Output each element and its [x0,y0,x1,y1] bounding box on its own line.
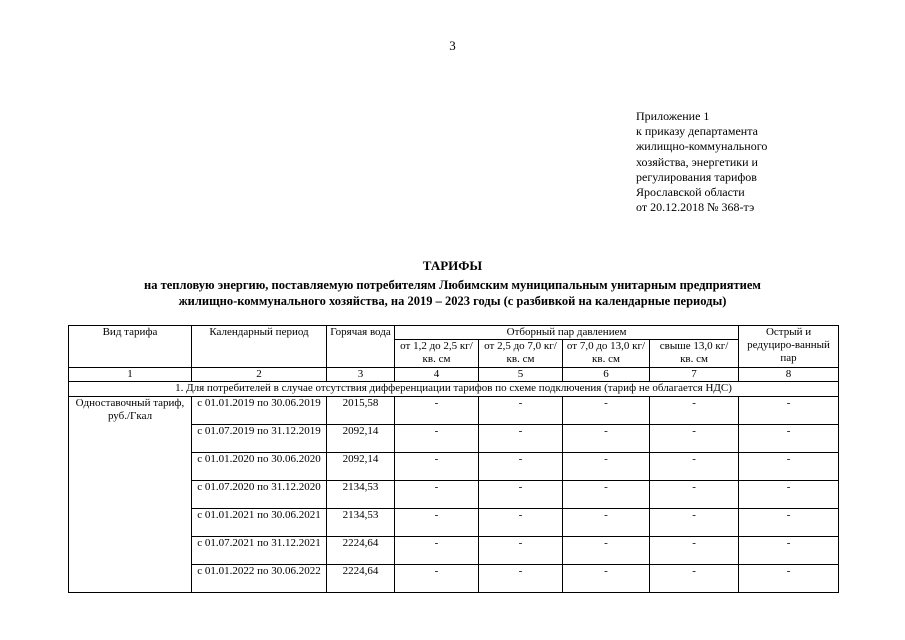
hot-water-cell: 2224,64 [327,536,395,564]
value-cell: - [563,424,650,452]
value-cell: - [479,424,563,452]
value-cell: - [739,396,839,424]
value-cell: - [563,536,650,564]
period-cell: с 01.01.2020 по 30.06.2020 [192,452,327,480]
value-cell: - [479,508,563,536]
value-cell: - [479,564,563,592]
value-cell: - [650,536,739,564]
value-cell: - [650,480,739,508]
hot-water-cell: 2092,14 [327,452,395,480]
column-number: 7 [650,368,739,382]
appendix-line: к приказу департамента [636,124,758,139]
column-number: 3 [327,368,395,382]
value-cell: - [563,508,650,536]
value-cell: - [395,508,479,536]
subtitle-line: на тепловую энергию, поставляемую потребителям Любимским муниципальным унитарным предприятием [144,278,761,292]
appendix-line: хозяйства, энергетики и [636,154,758,169]
header-tariff-type: Вид тарифа [69,326,192,368]
period-cell: с 01.01.2019 по 30.06.2019 [192,396,327,424]
value-cell: - [395,536,479,564]
header-period: Календарный период [192,326,327,368]
value-cell: - [395,452,479,480]
value-cell: - [739,424,839,452]
header-steam-group: Отборный пар давлением [395,326,739,340]
value-cell: - [479,536,563,564]
column-number: 8 [739,368,839,382]
value-cell: - [739,536,839,564]
appendix-line: Ярославской области [636,185,745,200]
tariff-label: Одноставочный тариф, руб./Гкал [69,396,192,592]
appendix-line: жилищно-коммунального [636,139,768,154]
period-cell: с 01.07.2020 по 31.12.2020 [192,480,327,508]
subtitle-line: жилищно-коммунального хозяйства, на 2019 – 2023 годы (с разбивкой на календарные периоды) [178,294,727,308]
column-number: 6 [563,368,650,382]
period-cell: с 01.07.2021 по 31.12.2021 [192,536,327,564]
value-cell: - [563,564,650,592]
hot-water-cell: 2134,53 [327,508,395,536]
column-number: 2 [192,368,327,382]
value-cell: - [563,396,650,424]
appendix-note [636,109,767,215]
hot-water-cell: 2015,58 [327,396,395,424]
appendix-line: регулирования тарифов [636,169,757,184]
hot-water-cell: 2092,14 [327,424,395,452]
value-cell: - [395,424,479,452]
value-cell: - [650,396,739,424]
value-cell: - [650,452,739,480]
period-cell: с 01.01.2022 по 30.06.2022 [192,564,327,592]
value-cell: - [739,508,839,536]
period-cell: с 01.07.2019 по 31.12.2019 [192,424,327,452]
column-number: 4 [395,368,479,382]
value-cell: - [479,396,563,424]
header-steam-col: от 7,0 до 13,0 кг/ кв. см [563,340,650,368]
column-number: 1 [69,368,192,382]
value-cell: - [479,452,563,480]
tariff-table [68,325,839,593]
appendix-line: от 20.12.2018 № 368-тэ [636,200,755,215]
section-title: 1. Для потребителей в случае отсутствия дифференциации тарифов по схеме подключения (тариф не облагается НДС) [69,382,839,396]
value-cell: - [650,424,739,452]
hot-water-cell: 2224,64 [327,564,395,592]
value-cell: - [563,480,650,508]
appendix-line: Приложение 1 [636,109,710,123]
header-reduced-steam: Острый и редуциро-ванный пар [739,326,839,368]
page-number: 3 [449,38,456,53]
document-subtitle [0,277,905,309]
column-number: 5 [479,368,563,382]
document-title: ТАРИФЫ [422,258,483,273]
header-hot-water: Горячая вода [327,326,395,368]
value-cell: - [395,396,479,424]
hot-water-cell: 2134,53 [327,480,395,508]
value-cell: - [479,480,563,508]
table-row [69,396,839,424]
header-steam-col: свыше 13,0 кг/ кв. см [650,340,739,368]
value-cell: - [739,452,839,480]
value-cell: - [650,508,739,536]
value-cell: - [650,564,739,592]
header-steam-col: от 1,2 до 2,5 кг/ кв. см [395,340,479,368]
header-steam-col: от 2,5 до 7,0 кг/ кв. см [479,340,563,368]
value-cell: - [739,564,839,592]
value-cell: - [395,564,479,592]
value-cell: - [563,452,650,480]
period-cell: с 01.01.2021 по 30.06.2021 [192,508,327,536]
value-cell: - [395,480,479,508]
value-cell: - [739,480,839,508]
